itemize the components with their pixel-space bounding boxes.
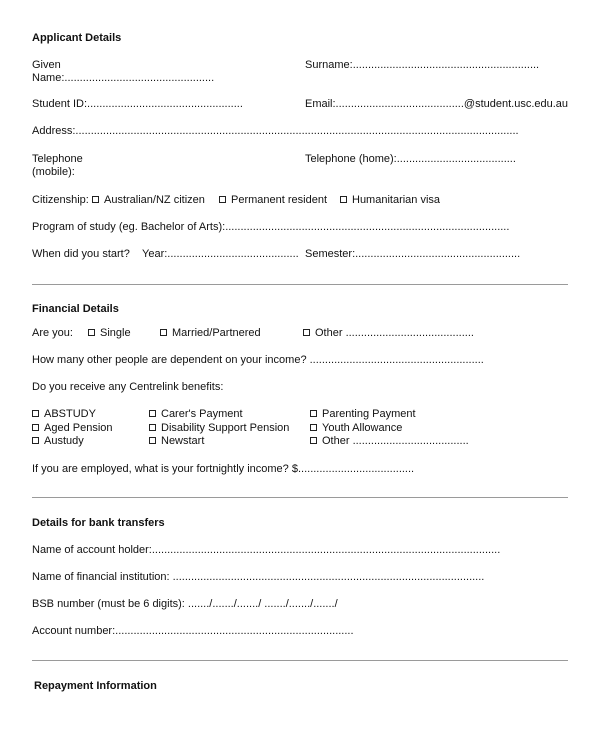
year-field[interactable]: Year:...........................................	[142, 248, 299, 260]
telephone-mobile-field[interactable]: (mobile):	[32, 166, 75, 178]
surname-field[interactable]: Surname:.............................................................	[305, 59, 540, 71]
given-name-field[interactable]: Name:.................................................	[32, 72, 215, 84]
given-name-label: Given	[32, 59, 61, 71]
fortnightly-income-field[interactable]: If you are employed, what is your fortnightly income? $......................................	[32, 463, 415, 475]
financial-institution-field[interactable]: Name of financial institution: ......................................................................................................	[32, 571, 485, 583]
when-started-label: When did you start?	[32, 248, 130, 260]
telephone-mobile-label: Telephone	[32, 153, 83, 165]
citizenship-label: Citizenship:	[32, 194, 89, 206]
benefit-option-other[interactable]: Other ......................................	[310, 435, 469, 448]
checkbox-icon	[149, 424, 156, 431]
are-you-label: Are you:	[32, 327, 73, 339]
telephone-home-field[interactable]: Telephone (home):.......................................	[305, 153, 516, 165]
checkbox-icon	[32, 424, 39, 431]
benefit-option-youth-allowance[interactable]: Youth Allowance	[310, 422, 402, 435]
benefit-option-parenting-payment[interactable]: Parenting Payment	[310, 408, 416, 421]
checkbox-icon	[149, 437, 156, 444]
checkbox-icon	[310, 410, 317, 417]
citizenship-option-australian[interactable]: Australian/NZ citizen	[92, 194, 205, 207]
email-field[interactable]: Email:..........................................@student.usc.edu.au	[305, 98, 569, 110]
status-option-other[interactable]: Other ..........................................	[303, 327, 474, 340]
checkbox-icon	[340, 196, 347, 203]
benefit-option-abstudy[interactable]: ABSTUDY	[32, 408, 96, 421]
status-option-married[interactable]: Married/Partnered	[160, 327, 261, 340]
dependents-field[interactable]: How many other people are dependent on your income? .........................................................	[32, 354, 484, 366]
checkbox-icon	[310, 424, 317, 431]
checkbox-icon	[88, 329, 95, 336]
student-id-field[interactable]: Student ID:...................................................	[32, 98, 243, 110]
benefit-option-austudy[interactable]: Austudy	[32, 435, 84, 448]
bank-details-heading: Details for bank transfers	[32, 517, 165, 529]
section-divider	[32, 497, 568, 498]
section-divider	[32, 660, 568, 661]
status-option-single[interactable]: Single	[88, 327, 131, 340]
address-field[interactable]: Address:.................................................................................................................................................	[32, 125, 519, 137]
checkbox-icon	[310, 437, 317, 444]
checkbox-icon	[303, 329, 310, 336]
repayment-information-heading: Repayment Information	[34, 680, 157, 692]
checkbox-icon	[160, 329, 167, 336]
citizenship-option-humanitarian[interactable]: Humanitarian visa	[340, 194, 440, 207]
financial-details-heading: Financial Details	[32, 303, 119, 315]
centrelink-label: Do you receive any Centrelink benefits:	[32, 381, 224, 393]
benefit-option-disability-support[interactable]: Disability Support Pension	[149, 422, 289, 435]
citizenship-option-permanent[interactable]: Permanent resident	[219, 194, 327, 207]
checkbox-icon	[219, 196, 226, 203]
benefit-option-aged-pension[interactable]: Aged Pension	[32, 422, 113, 435]
checkbox-icon	[32, 437, 39, 444]
semester-field[interactable]: Semester:......................................................	[305, 248, 521, 260]
benefit-option-carers-payment[interactable]: Carer's Payment	[149, 408, 243, 421]
section-divider	[32, 284, 568, 285]
checkbox-icon	[92, 196, 99, 203]
checkbox-icon	[149, 410, 156, 417]
checkbox-icon	[32, 410, 39, 417]
account-holder-field[interactable]: Name of account holder:..................................................................................................................	[32, 544, 501, 556]
applicant-details-heading: Applicant Details	[32, 32, 122, 44]
account-number-field[interactable]: Account number:..............................................................................	[32, 625, 354, 637]
program-of-study-field[interactable]: Program of study (eg. Bachelor of Arts):.............................................................................................	[32, 221, 510, 233]
benefit-option-newstart[interactable]: Newstart	[149, 435, 204, 448]
bsb-number-field[interactable]: BSB number (must be 6 digits): ......./......./......./ ......./......./......./	[32, 598, 338, 610]
